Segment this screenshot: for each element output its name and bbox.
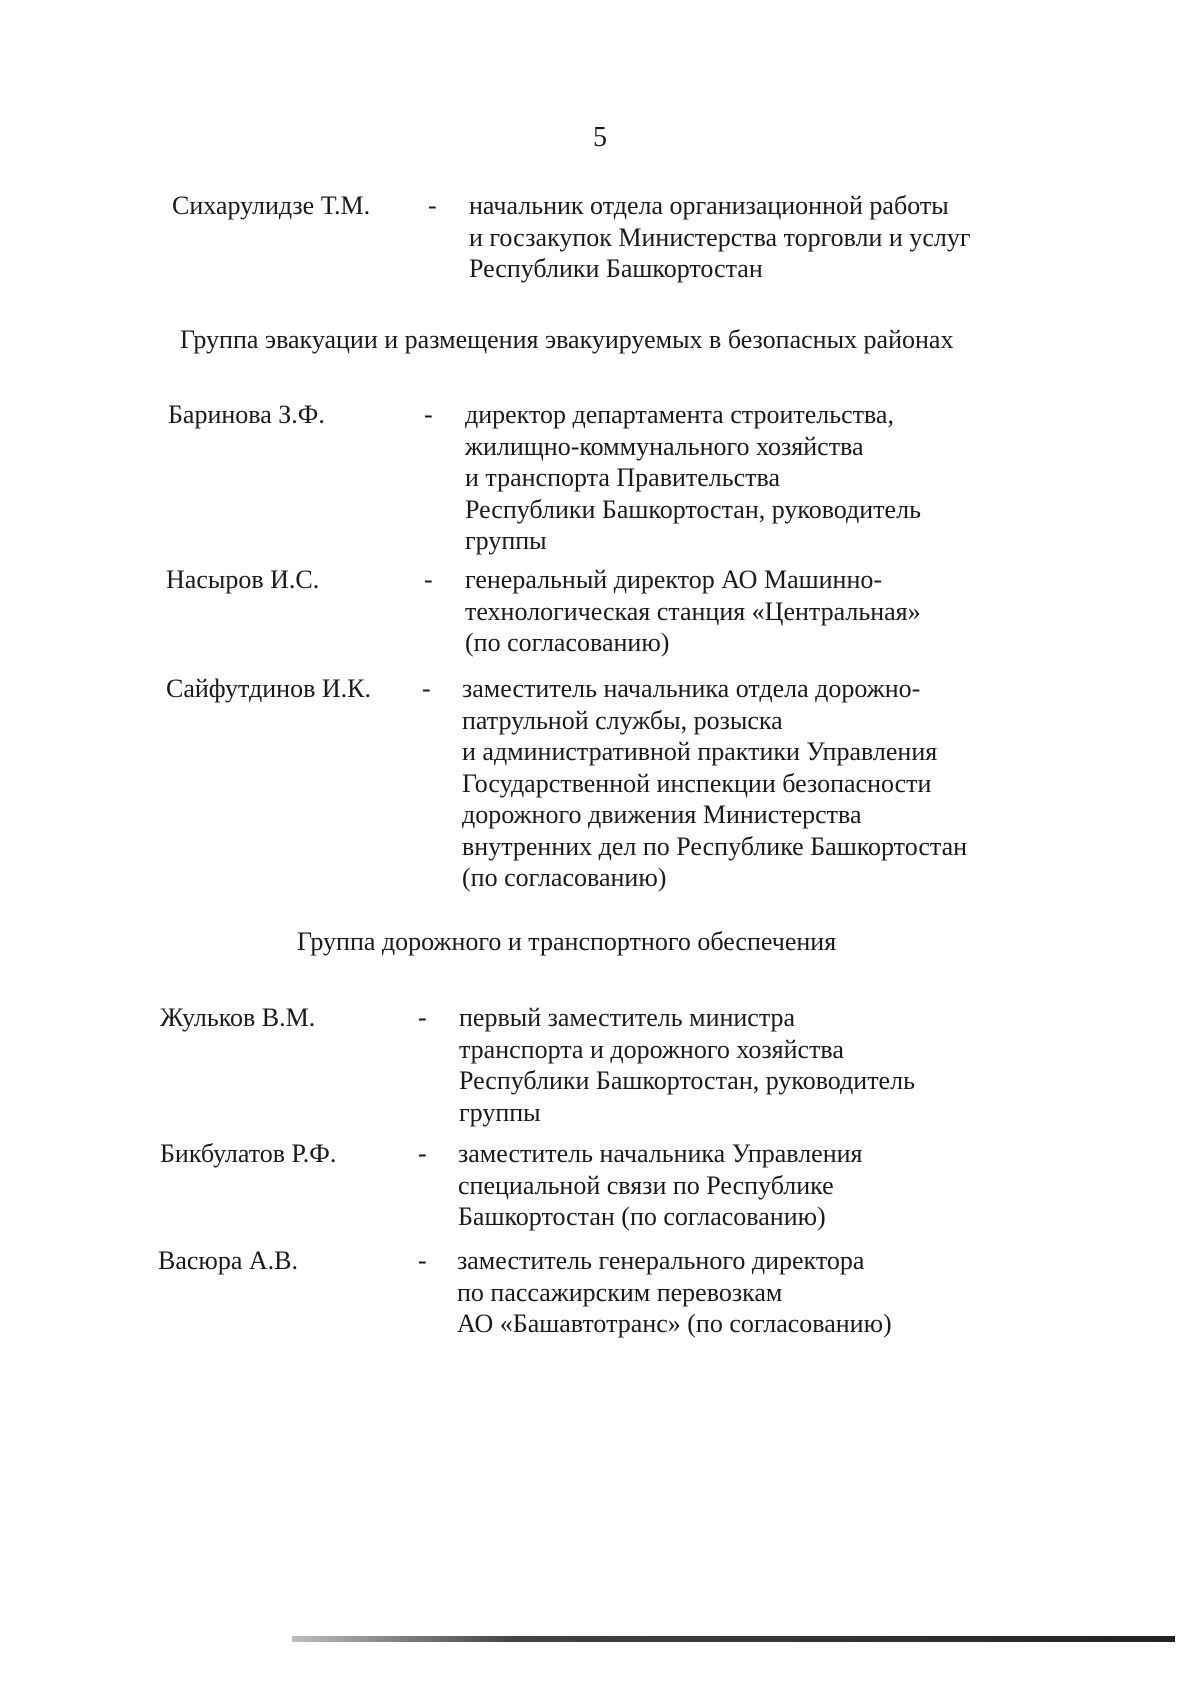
entry-dash: - bbox=[418, 1139, 427, 1168]
position-line: заместитель генерального директора bbox=[457, 1246, 865, 1275]
position-line: жилищно-коммунального хозяйства bbox=[465, 431, 864, 461]
position-line: группы bbox=[465, 526, 547, 555]
entry-dash: - bbox=[422, 674, 431, 703]
position-line: патрульной службы, розыска bbox=[462, 705, 783, 735]
member-name: Бикбулатов Р.Ф. bbox=[160, 1139, 337, 1168]
position-line: заместитель начальника отдела дорожно- bbox=[462, 674, 921, 703]
position-line: Республики Башкортостан bbox=[469, 254, 763, 283]
member-position bbox=[462, 673, 967, 894]
position-line: и транспорта Правительства bbox=[465, 463, 780, 492]
member-name: Баринова З.Ф. bbox=[168, 400, 325, 429]
position-line: транспорта и дорожного хозяйства bbox=[459, 1034, 844, 1064]
member-name: Насыров И.С. bbox=[166, 565, 320, 594]
position-line: специальной связи по Республике bbox=[458, 1170, 834, 1200]
entry-dash: - bbox=[418, 1246, 427, 1275]
member-position bbox=[465, 564, 921, 659]
entry-dash: - bbox=[424, 400, 433, 429]
position-line: технологическая станция «Центральная» bbox=[465, 596, 921, 626]
member-name: Васюра А.В. bbox=[158, 1246, 299, 1275]
entry-dash: - bbox=[428, 191, 437, 220]
member-position bbox=[469, 190, 971, 285]
position-line: внутренних дел по Республике Башкортостан bbox=[462, 831, 968, 861]
section-heading: Группа эвакуации и размещения эвакуируемых в безопасных районах bbox=[180, 325, 954, 354]
position-line: первый заместитель министра bbox=[459, 1003, 796, 1032]
position-line: группы bbox=[459, 1097, 541, 1127]
position-line: и госзакупок Министерства торговли и услуг bbox=[469, 222, 971, 252]
entry-dash: - bbox=[424, 565, 433, 594]
position-line: дорожного движения Министерства bbox=[462, 800, 862, 829]
member-position bbox=[459, 1002, 915, 1128]
position-line: Башкортостан (по согласованию) bbox=[458, 1202, 826, 1231]
page-number: 5 bbox=[593, 122, 607, 153]
entry-dash: - bbox=[418, 1003, 427, 1032]
member-position bbox=[457, 1245, 892, 1340]
bottom-rule bbox=[292, 1636, 1175, 1642]
member-name: Сайфутдинов И.К. bbox=[166, 674, 371, 703]
member-position bbox=[458, 1138, 863, 1233]
position-line: АО «Башавтотранс» (по согласованию) bbox=[457, 1309, 892, 1338]
member-position bbox=[465, 399, 921, 557]
position-line: Республики Башкортостан, руководитель bbox=[465, 494, 921, 524]
position-line: по пассажирским перевозкам bbox=[457, 1277, 783, 1307]
section-heading: Группа дорожного и транспортного обеспечения bbox=[297, 927, 837, 956]
position-line: директор департамента строительства, bbox=[465, 400, 894, 429]
position-line: начальник отдела организационной работы bbox=[469, 191, 949, 220]
member-name: Сихарулидзе Т.М. bbox=[172, 191, 371, 220]
position-line: генеральный директор АО Машинно- bbox=[465, 565, 883, 594]
position-line: заместитель начальника Управления bbox=[458, 1139, 863, 1168]
position-line: (по согласованию) bbox=[465, 628, 670, 657]
position-line: Государственной инспекции безопасности bbox=[462, 768, 932, 798]
member-name: Жульков В.М. bbox=[160, 1003, 316, 1032]
position-line: и административной практики Управления bbox=[462, 737, 938, 766]
position-line: (по согласованию) bbox=[462, 863, 667, 892]
position-line: Республики Башкортостан, руководитель bbox=[459, 1066, 915, 1095]
